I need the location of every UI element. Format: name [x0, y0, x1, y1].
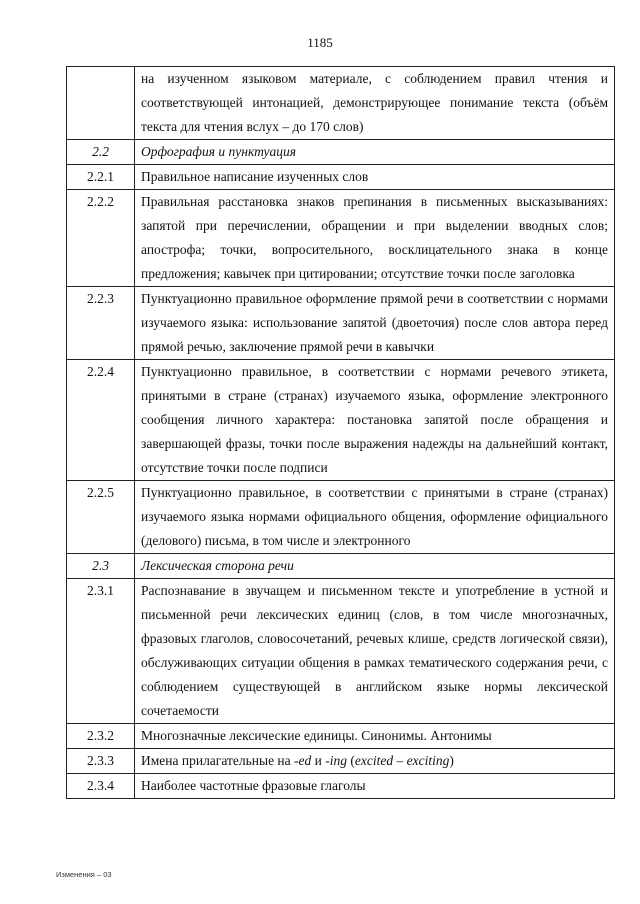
text-part: Имена прилагательные на	[141, 753, 295, 768]
table-row	[67, 67, 615, 140]
row-number	[67, 67, 135, 140]
table-row	[67, 165, 615, 190]
row-text: Правильное написание изученных слов	[135, 165, 615, 190]
table-row	[67, 287, 615, 360]
table-row	[67, 724, 615, 749]
section-number: 2.3	[67, 554, 135, 579]
section-title: Орфография и пунктуация	[135, 140, 615, 165]
row-number: 2.3.2	[67, 724, 135, 749]
section-row	[67, 140, 615, 165]
row-text: Распознавание в звучащем и письменном тексте и употребление в устной и письменной речи лексических единиц (слов, в том числе многозначных, фразовых глаголов, словосочетаний, речевых клише, средств логической связи), обслуживающих ситуации общения в рамках тематического содержания речи, с соблюдением существующей в английском языке нормы лексической сочетаемости	[135, 579, 615, 724]
row-text: Правильная расстановка знаков препинания в письменных высказываниях: запятой при перечислении, обращении и при выделении вводных слов; апострофа; точки, вопросительного, восклицательного знака в конце предложения; кавычек при цитировании; отсутствие точки после заголовка	[135, 190, 615, 287]
table-row	[67, 774, 615, 799]
row-number: 2.2.5	[67, 481, 135, 554]
row-text	[135, 749, 615, 774]
row-number: 2.3.1	[67, 579, 135, 724]
table-row	[67, 749, 615, 774]
row-number: 2.3.4	[67, 774, 135, 799]
content-table	[66, 66, 615, 799]
row-number: 2.2.4	[67, 360, 135, 481]
footer-revision-note: Изменения – 03	[56, 870, 112, 879]
text-part: (	[347, 753, 355, 768]
table-row	[67, 481, 615, 554]
row-number: 2.2.1	[67, 165, 135, 190]
row-text: Многозначные лексические единицы. Синонимы. Антонимы	[135, 724, 615, 749]
table-row	[67, 190, 615, 287]
table-row	[67, 360, 615, 481]
row-number: 2.2.3	[67, 287, 135, 360]
row-number: 2.3.3	[67, 749, 135, 774]
text-part-italic: -ing	[325, 753, 348, 768]
text-part: и	[311, 753, 326, 768]
row-text: Пунктуационно правильное, в соответствии с нормами речевого этикета, принятыми в стране (странах) изучаемого языка, оформление электронного сообщения личного характера: постановка запятой после обращения и завершающей фразы, точки после выражения надежды на дальнейший контакт, отсутствие точки после подписи	[135, 360, 615, 481]
section-title: Лексическая сторона речи	[135, 554, 615, 579]
text-part: )	[449, 753, 454, 768]
page-number: 1185	[307, 35, 333, 50]
section-number: 2.2	[67, 140, 135, 165]
text-part-italic: excited – exciting	[354, 753, 450, 768]
row-number: 2.2.2	[67, 190, 135, 287]
section-row	[67, 554, 615, 579]
text-part-italic: -ed	[294, 753, 312, 768]
row-text: Наиболее частотные фразовые глаголы	[135, 774, 615, 799]
row-text: Пунктуационно правильное оформление прямой речи в соответствии с нормами изучаемого языка: использование запятой (двоеточия) после слов автора перед прямой речью, заключение прямой речи в кавычки	[135, 287, 615, 360]
row-text: Пунктуационно правильное, в соответствии с принятыми в стране (странах) изучаемого языка нормами официального общения, оформление официального (делового) письма, в том числе и электронного	[135, 481, 615, 554]
row-text: на изученном языковом материале, с соблюдением правил чтения и соответствующей интонацией, демонстрирующее понимание текста (объём текста для чтения вслух – до 170 слов)	[135, 67, 615, 140]
table-row	[67, 579, 615, 724]
